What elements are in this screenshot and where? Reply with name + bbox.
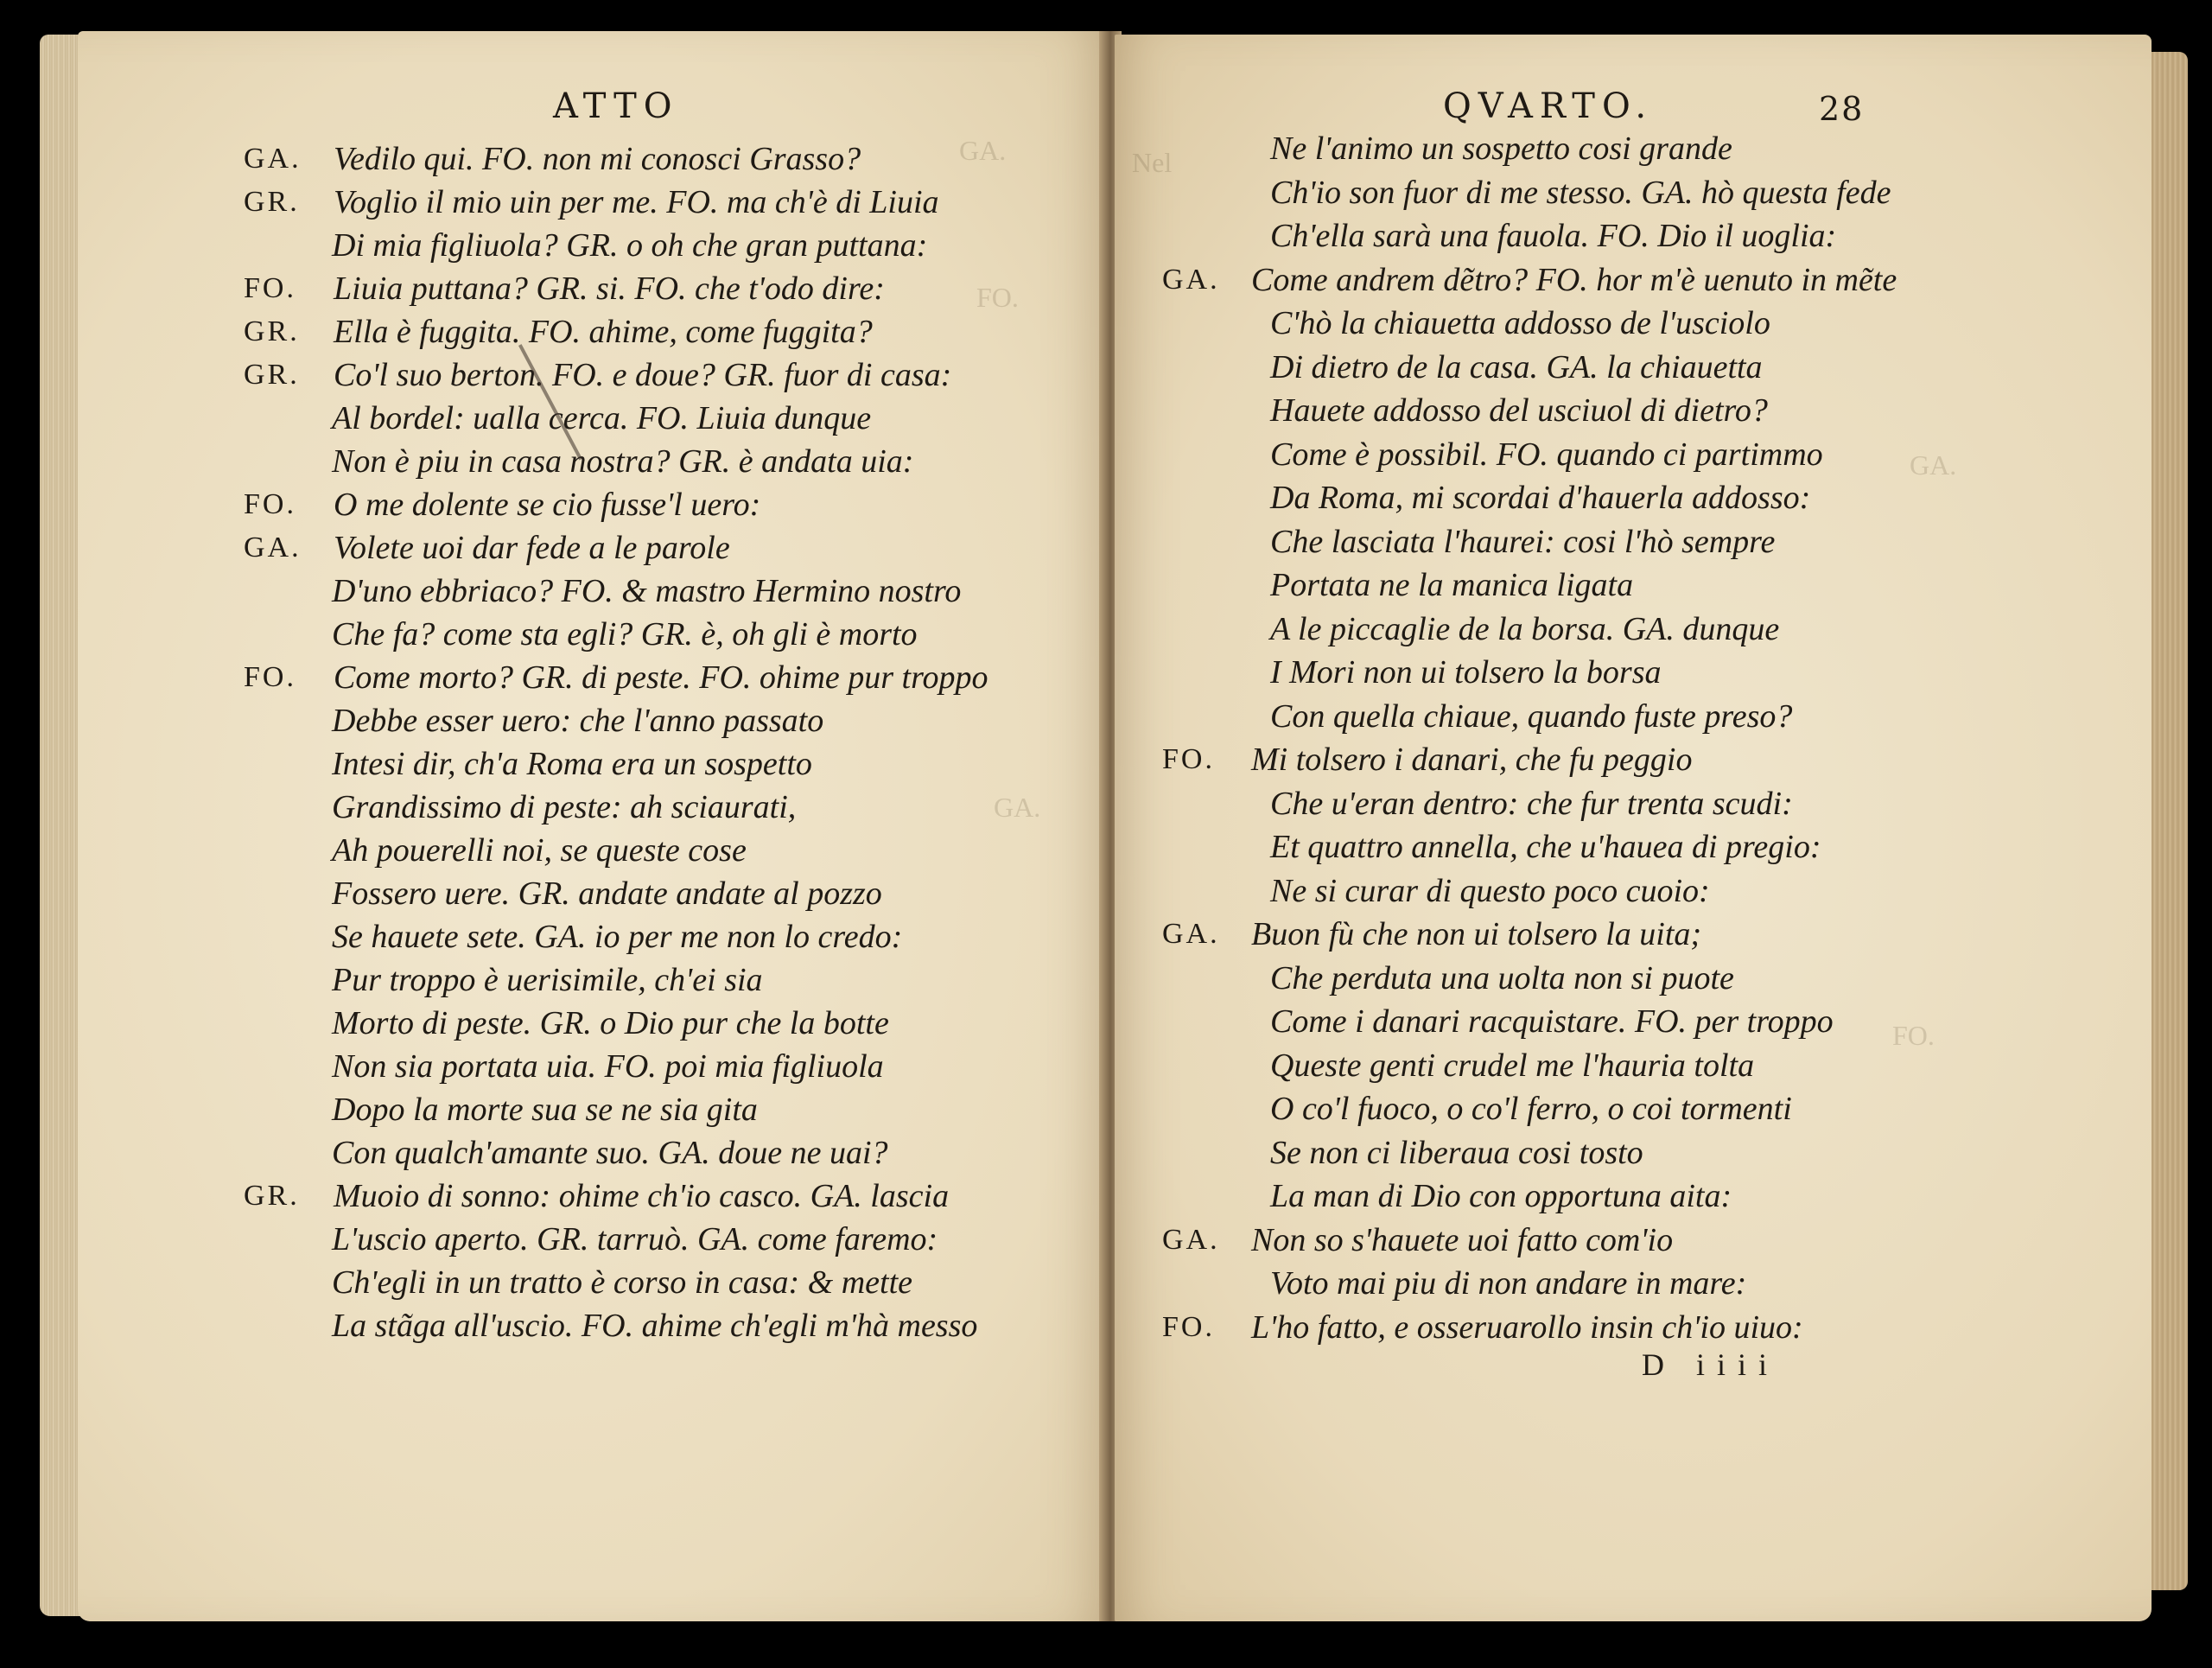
verse-line: Con quella chiaue, quando fuste preso? xyxy=(1270,697,1793,735)
verse-line: Come i danari racquistare. FO. per troppo xyxy=(1270,1003,1834,1040)
speaker-label: GR. xyxy=(244,359,300,391)
verse-line: A le piccaglie de la borsa. GA. dunque xyxy=(1270,610,1780,647)
verse-line: Grandissimo di peste: ah sciaurati, xyxy=(332,789,797,825)
show-through: FO. xyxy=(976,282,1019,313)
verse-line: Volete uoi dar fede a le parole xyxy=(334,530,730,566)
verse-line: Morto di peste. GR. o Dio pur che la botte xyxy=(332,1005,889,1041)
verse-line: Non sia portata uia. FO. poi mia figliuola xyxy=(332,1048,884,1085)
verse-line: Ne si curar di questo poco cuoio: xyxy=(1270,872,1710,909)
verse-line: Ch'egli in un tratto è corso in casa: & mette xyxy=(332,1264,912,1301)
verse-line: Voglio il mio uin per me. FO. ma ch'è di Liuia xyxy=(334,184,939,220)
verse-line: Non è piu in casa nostra? GR. è andata uia: xyxy=(332,443,914,480)
verse-line: Pur troppo è uerisimile, ch'ei sia xyxy=(332,962,763,998)
speaker-label: GR. xyxy=(244,186,300,218)
verse-line: O me dolente se cio fusse'l uero: xyxy=(334,487,761,523)
verse-line: Buon fù che non ui tolsero la uita; xyxy=(1251,916,1702,952)
verse-line: Di mia figliuola? GR. o oh che gran puttana: xyxy=(332,227,928,264)
verse-line: Come è possibil. FO. quando ci partimmo xyxy=(1270,436,1823,473)
speaker-label: GA. xyxy=(244,143,302,175)
verse-line: Ch'io son fuor di me stesso. GA. hò questa fede xyxy=(1270,174,1891,211)
page-number: 28 xyxy=(1819,90,1865,128)
verse-line: Voto mai piu di non andare in mare: xyxy=(1270,1265,1747,1302)
show-through: GA. xyxy=(959,135,1007,166)
speaker-label: GR. xyxy=(244,1180,300,1212)
speaker-label: FO. xyxy=(244,661,296,693)
verse-line: Co'l suo berton. FO. e doue? GR. fuor di casa: xyxy=(334,357,952,393)
verse-line: Come andrem dẽtro? FO. hor m'è uenuto in mẽte xyxy=(1251,261,1897,298)
verse-line: Debbe esser uero: che l'anno passato xyxy=(332,703,824,739)
verse-line: Portata ne la manica ligata xyxy=(1270,567,1634,603)
signature-mark: D iiii xyxy=(1642,1347,1780,1382)
verse-line: Se hauete sete. GA. io per me non lo credo: xyxy=(332,919,903,955)
show-through: FO. xyxy=(1892,1020,1935,1051)
verse-line: Che perduta una uolta non si puote xyxy=(1270,959,1734,996)
verse-line: Ch'ella sarà una fauola. FO. Dio il uoglia: xyxy=(1270,218,1837,254)
right-running-head: QVARTO. xyxy=(1443,86,1654,126)
verse-line: Vedilo qui. FO. non mi conosci Grasso? xyxy=(334,141,861,177)
verse-line: O co'l fuoco, o co'l ferro, o coi tormenti xyxy=(1270,1091,1792,1127)
verse-line: Ah pouerelli noi, se queste cose xyxy=(332,832,747,869)
verse-line: Che fa? come sta egli? GR. è, oh gli è morto xyxy=(332,616,918,653)
speaker-label: FO. xyxy=(244,488,296,520)
show-through: GA. xyxy=(994,792,1041,823)
verse-line: Et quattro annella, che u'hauea di pregio: xyxy=(1270,829,1821,865)
verse-line: C'hò la chiauetta addosso de l'usciolo xyxy=(1270,305,1770,341)
speaker-label: GR. xyxy=(244,315,300,347)
verse-line: La man di Dio con opportuna aita: xyxy=(1270,1178,1732,1214)
verse-line: Come morto? GR. di peste. FO. ohime pur troppo xyxy=(334,659,988,696)
verse-line: Che u'eran dentro: che fur trenta scudi: xyxy=(1270,785,1793,822)
speaker-label: FO. xyxy=(244,272,296,304)
verse-line: Di dietro de la casa. GA. la chiauetta xyxy=(1270,348,1763,385)
speaker-label: FO. xyxy=(1162,1310,1215,1343)
verse-line: Non so s'hauete uoi fatto com'io xyxy=(1251,1221,1674,1258)
verse-line: Intesi dir, ch'a Roma era un sospetto xyxy=(332,746,812,782)
verse-line: Queste genti crudel me l'hauria tolta xyxy=(1270,1047,1755,1084)
verse-line: Con qualch'amante suo. GA. doue ne uai? xyxy=(332,1135,888,1171)
verse-line: Mi tolsero i danari, che fu peggio xyxy=(1251,742,1693,778)
verse-line: L'uscio aperto. GR. tarruò. GA. come faremo: xyxy=(332,1221,938,1257)
verse-line: Che lasciata l'haurei: cosi l'hò sempre xyxy=(1270,523,1776,560)
show-through: GA. xyxy=(1910,449,1957,481)
verse-line: Ella è fuggita. FO. ahime, come fuggita? xyxy=(334,314,873,350)
verse-line: Liuia puttana? GR. si. FO. che t'odo dire: xyxy=(334,271,885,307)
verse-line: Fossero uere. GR. andate andate al pozzo xyxy=(332,875,882,912)
speaker-label: GA. xyxy=(1162,918,1220,950)
verse-line: Hauete addosso del usciuol di dietro? xyxy=(1270,392,1768,429)
verse-line: Al bordel: ualla cerca. FO. Liuia dunque xyxy=(332,400,872,436)
verse-line: L'ho fatto, e osseruarollo insin ch'io uiuo: xyxy=(1251,1308,1803,1346)
verse-line: La stãga all'uscio. FO. ahime ch'egli m'hà messo xyxy=(332,1308,978,1344)
show-through: Nel xyxy=(1132,147,1173,178)
verse-line: Ne l'animo un sospetto cosi grande xyxy=(1270,131,1732,167)
verse-line: Muoio di sonno: ohime ch'io casco. GA. lascia xyxy=(334,1178,950,1214)
verse-line: I Mori non ui tolsero la borsa xyxy=(1270,654,1662,691)
speaker-label: FO. xyxy=(1162,743,1215,775)
speaker-label: GA. xyxy=(1162,1223,1220,1256)
speaker-label: GA. xyxy=(1162,263,1220,296)
verse-line: Da Roma, mi scordai d'hauerla addosso: xyxy=(1270,480,1811,516)
verse-line: D'uno ebbriaco? FO. & mastro Hermino nostro xyxy=(332,573,962,609)
left-running-head: ATTO xyxy=(553,86,679,126)
verse-line: Dopo la morte sua se ne sia gita xyxy=(332,1092,758,1128)
verse-line: Se non ci liberaua cosi tosto xyxy=(1270,1134,1643,1171)
speaker-label: GA. xyxy=(244,532,302,563)
